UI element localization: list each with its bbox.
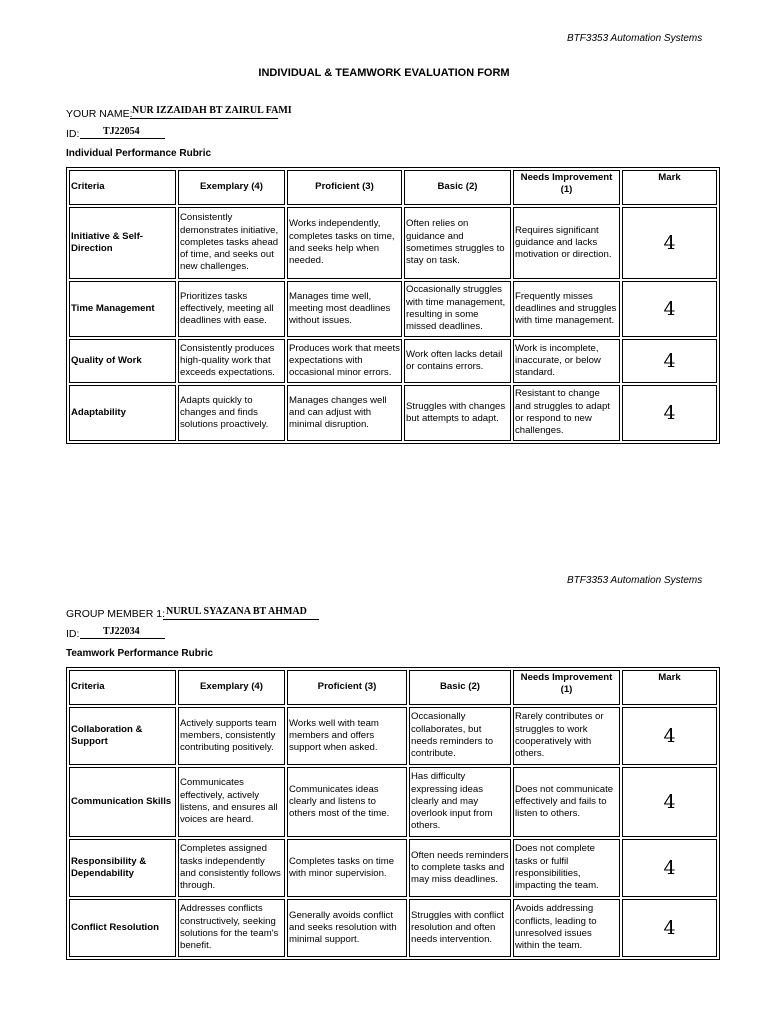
needs-improvement-cell: Resistant to change and struggles to adapt or respond to new challenges. bbox=[513, 385, 620, 441]
handwritten-mark: 4 bbox=[663, 790, 676, 813]
mark-cell bbox=[622, 767, 717, 837]
handwritten-mark: 4 bbox=[663, 231, 676, 254]
table-row bbox=[69, 767, 717, 837]
basic-cell: Often needs reminders to complete tasks and may miss deadlines. bbox=[409, 839, 511, 897]
group-member-underline bbox=[163, 619, 319, 620]
needs-improvement-header: Needs Improvement (1) bbox=[513, 670, 620, 705]
handwritten-mark: 4 bbox=[663, 916, 676, 939]
exemplary-cell: Consistently demonstrates initiative, completes tasks ahead of time, and seeks out new challenges. bbox=[178, 207, 285, 279]
table-row bbox=[69, 339, 717, 383]
exemplary-header: Exemplary (4) bbox=[178, 170, 285, 205]
basic-header: Basic (2) bbox=[409, 670, 511, 705]
needs-improvement-cell: Does not communicate effectively and fails to listen to others. bbox=[513, 767, 620, 837]
needs-improvement-cell: Frequently misses deadlines and struggles with time management. bbox=[513, 281, 620, 337]
exemplary-cell: Adapts quickly to changes and finds solutions proactively. bbox=[178, 385, 285, 441]
id-underline bbox=[80, 138, 165, 139]
needs-improvement-cell: Does not complete tasks or fulfil responsibilities, impacting the team. bbox=[513, 839, 620, 897]
needs-improvement-header: Needs Improvement (1) bbox=[513, 170, 620, 205]
basic-cell: Occasionally struggles with time management, resulting in some missed deadlines. bbox=[404, 281, 511, 337]
criteria-header: Criteria bbox=[69, 170, 176, 205]
basic-cell: Struggles with conflict resolution and often needs intervention. bbox=[409, 899, 511, 957]
proficient-cell: Manages time well, meeting most deadlines without issues. bbox=[287, 281, 402, 337]
basic-cell: Occasionally collaborates, but needs reminders to contribute. bbox=[409, 707, 511, 765]
exemplary-cell: Completes assigned tasks independently and consistently follows through. bbox=[178, 839, 285, 897]
handwritten-mark: 4 bbox=[663, 856, 676, 879]
teamwork-rubric-table bbox=[66, 667, 720, 960]
mark-cell bbox=[622, 281, 717, 337]
id-label: ID: bbox=[66, 628, 80, 640]
proficient-cell: Works well with team members and offers support when asked. bbox=[287, 707, 407, 765]
mark-cell bbox=[622, 385, 717, 441]
exemplary-cell: Communicates effectively, actively listens, and ensures all voices are heard. bbox=[178, 767, 285, 837]
needs-improvement-cell: Work is incomplete, inaccurate, or below standard. bbox=[513, 339, 620, 383]
table-row bbox=[69, 207, 717, 279]
id-value: TJ22054 bbox=[103, 126, 140, 137]
proficient-cell: Produces work that meets expectations with occasional minor errors. bbox=[287, 339, 402, 383]
criteria-cell: Initiative & Self-Direction bbox=[69, 207, 176, 279]
course-header: BTF3353 Automation Systems bbox=[567, 33, 703, 44]
form-title: INDIVIDUAL & TEAMWORK EVALUATION FORM bbox=[258, 67, 510, 79]
table-row bbox=[69, 707, 717, 765]
header-row bbox=[69, 170, 717, 205]
criteria-header: Criteria bbox=[69, 670, 176, 705]
handwritten-mark: 4 bbox=[663, 349, 676, 372]
mark-header: Mark bbox=[622, 170, 717, 205]
individual-rubric-title: Individual Performance Rubric bbox=[66, 148, 212, 159]
criteria-cell: Adaptability bbox=[69, 385, 176, 441]
id-label: ID: bbox=[66, 128, 80, 140]
proficient-cell: Manages changes well and can adjust with minimal disruption. bbox=[287, 385, 402, 441]
criteria-cell: Quality of Work bbox=[69, 339, 176, 383]
basic-cell: Struggles with changes but attempts to adapt. bbox=[404, 385, 511, 441]
proficient-cell: Works independently, completes tasks on time, and seeks help when needed. bbox=[287, 207, 402, 279]
criteria-cell: Time Management bbox=[69, 281, 176, 337]
basic-header: Basic (2) bbox=[404, 170, 511, 205]
proficient-cell: Generally avoids conflict and seeks resolution with minimal support. bbox=[287, 899, 407, 957]
table-row bbox=[69, 281, 717, 337]
mark-cell bbox=[622, 339, 717, 383]
id-underline bbox=[80, 638, 165, 639]
mark-cell bbox=[622, 707, 717, 765]
id-value: TJ22034 bbox=[103, 626, 140, 637]
needs-improvement-cell: Requires significant guidance and lacks motivation or direction. bbox=[513, 207, 620, 279]
mark-cell bbox=[622, 839, 717, 897]
table-row bbox=[69, 839, 717, 897]
your-name-underline bbox=[130, 118, 278, 119]
mark-cell bbox=[622, 899, 717, 957]
proficient-header: Proficient (3) bbox=[287, 170, 402, 205]
mark-header: Mark bbox=[622, 670, 717, 705]
group-member-value: NURUL SYAZANA BT AHMAD bbox=[166, 606, 307, 617]
basic-cell: Often relies on guidance and sometimes struggles to stay on task. bbox=[404, 207, 511, 279]
needs-improvement-cell: Rarely contributes or struggles to work cooperatively with others. bbox=[513, 707, 620, 765]
your-name-value: NUR IZZAIDAH BT ZAIRUL FAMI bbox=[132, 105, 292, 116]
needs-improvement-cell: Avoids addressing conflicts, leading to unresolved issues within the team. bbox=[513, 899, 620, 957]
exemplary-cell: Actively supports team members, consistently contributing positively. bbox=[178, 707, 285, 765]
criteria-cell: Communication Skills bbox=[69, 767, 176, 837]
group-member-label: GROUP MEMBER 1: bbox=[66, 608, 165, 620]
exemplary-header: Exemplary (4) bbox=[178, 670, 285, 705]
course-header: BTF3353 Automation Systems bbox=[567, 575, 703, 586]
proficient-header: Proficient (3) bbox=[287, 670, 407, 705]
proficient-cell: Completes tasks on time with minor supervision. bbox=[287, 839, 407, 897]
your-name-label: YOUR NAME: bbox=[66, 108, 133, 120]
handwritten-mark: 4 bbox=[663, 297, 676, 320]
mark-cell bbox=[622, 207, 717, 279]
basic-cell: Work often lacks detail or contains errors. bbox=[404, 339, 511, 383]
table-row bbox=[69, 385, 717, 441]
criteria-cell: Conflict Resolution bbox=[69, 899, 176, 957]
criteria-cell: Responsibility & Dependability bbox=[69, 839, 176, 897]
handwritten-mark: 4 bbox=[663, 401, 676, 424]
handwritten-mark: 4 bbox=[663, 724, 676, 747]
exemplary-cell: Prioritizes tasks effectively, meeting all deadlines with ease. bbox=[178, 281, 285, 337]
basic-cell: Has difficulty expressing ideas clearly and may overlook input from others. bbox=[409, 767, 511, 837]
header-row bbox=[69, 670, 717, 705]
individual-rubric-table bbox=[66, 167, 720, 444]
proficient-cell: Communicates ideas clearly and listens to others most of the time. bbox=[287, 767, 407, 837]
exemplary-cell: Addresses conflicts constructively, seeking solutions for the team's benefit. bbox=[178, 899, 285, 957]
table-row bbox=[69, 899, 717, 957]
teamwork-rubric-title: Teamwork Performance Rubric bbox=[66, 648, 214, 659]
exemplary-cell: Consistently produces high-quality work that exceeds expectations. bbox=[178, 339, 285, 383]
criteria-cell: Collaboration & Support bbox=[69, 707, 176, 765]
